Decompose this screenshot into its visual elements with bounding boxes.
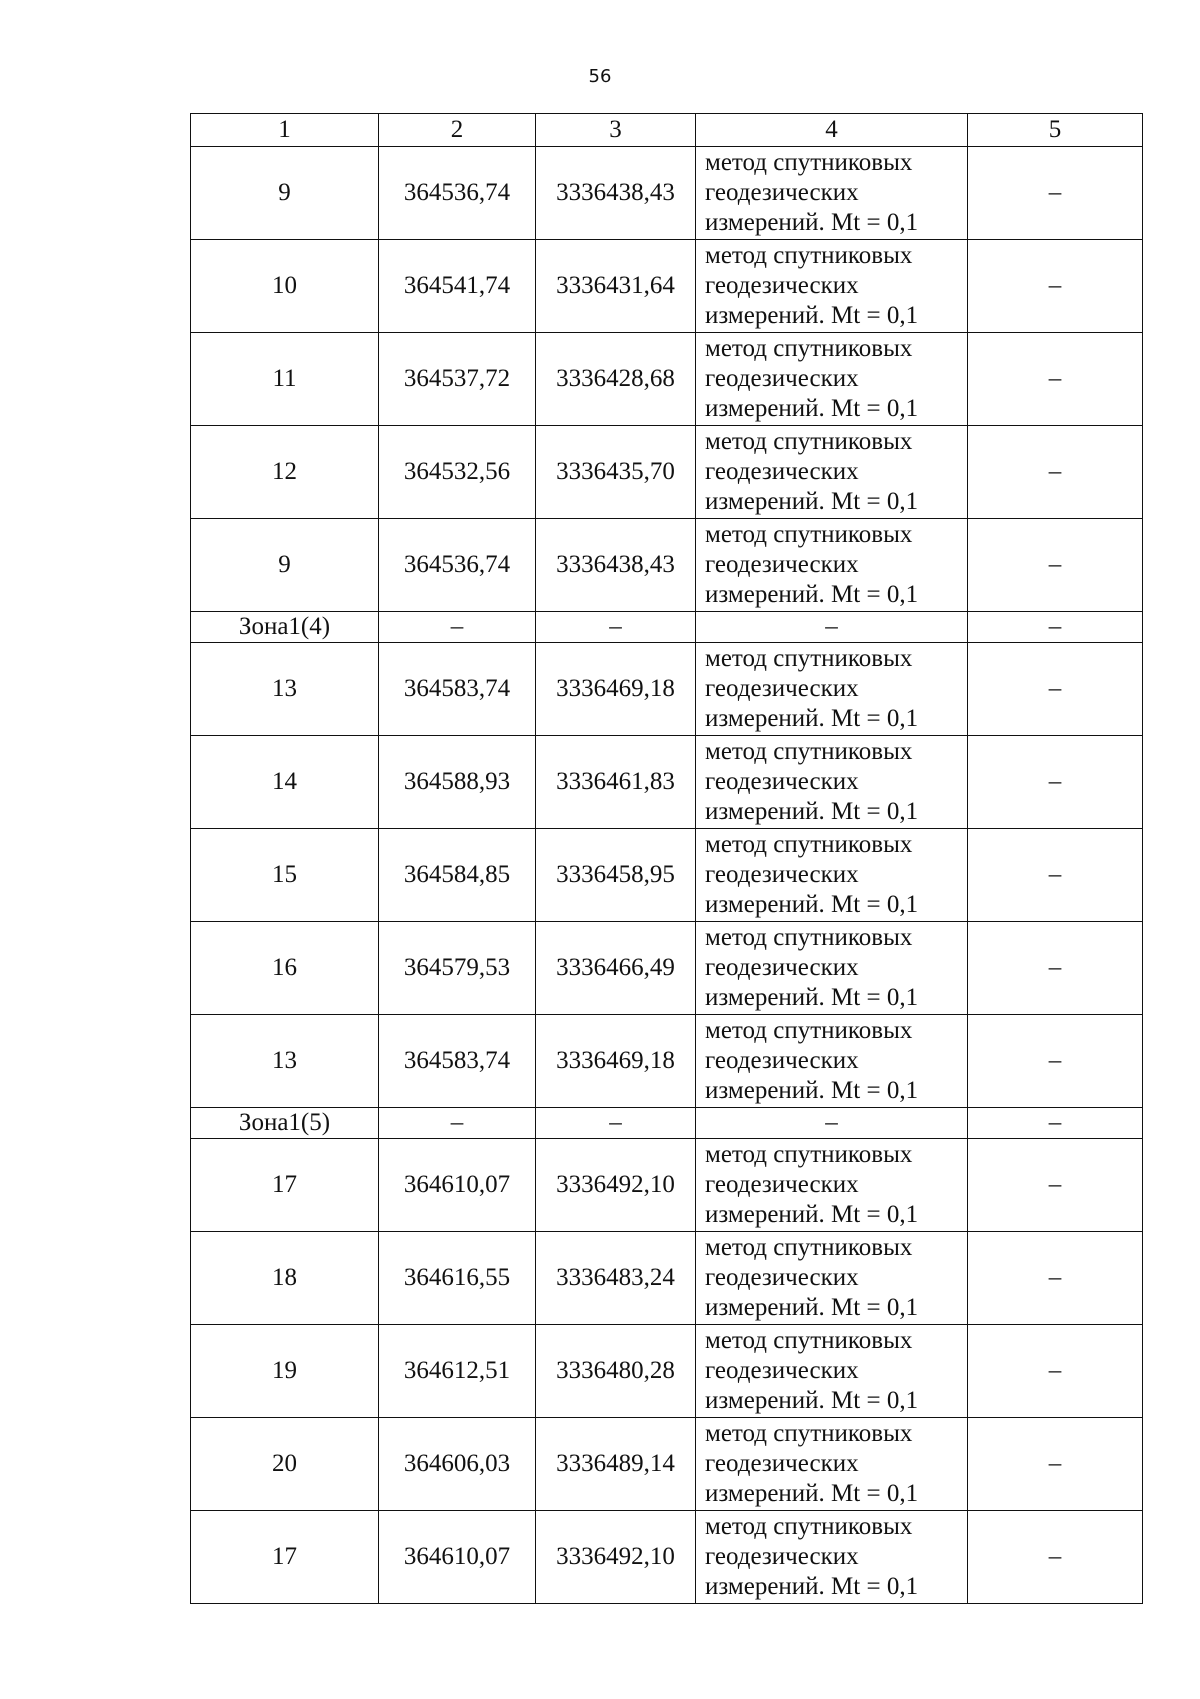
point-number-cell: 20	[191, 1418, 379, 1511]
point-number-cell: 18	[191, 1232, 379, 1325]
method-text-line: измерений. Mt = 0,1	[705, 798, 919, 825]
method-text-line: измерений. Mt = 0,1	[705, 581, 919, 608]
table-row	[191, 1418, 1143, 1511]
coordinate-y-cell: 3336466,49	[536, 922, 696, 1015]
coordinate-x-cell: 364610,07	[379, 1139, 536, 1232]
point-number-cell: 9	[191, 147, 379, 240]
precision-cell: –	[968, 426, 1143, 519]
coordinate-y-cell: 3336461,83	[536, 736, 696, 829]
method-cell	[696, 426, 968, 519]
method-cell	[696, 922, 968, 1015]
coordinate-y-cell: 3336431,64	[536, 240, 696, 333]
method-cell	[696, 1511, 968, 1604]
header-cell-3: 3	[536, 114, 696, 147]
header-cell-5: 5	[968, 114, 1143, 147]
precision-cell: –	[968, 333, 1143, 426]
method-text-line: геодезических	[705, 954, 859, 981]
method-cell	[696, 1418, 968, 1511]
method-text-line: геодезических	[705, 1047, 859, 1074]
method-text-line: измерений. Mt = 0,1	[705, 891, 919, 918]
coordinate-x-cell: 364616,55	[379, 1232, 536, 1325]
method-cell	[696, 240, 968, 333]
point-number-cell: 16	[191, 922, 379, 1015]
table-body	[191, 114, 1143, 1604]
method-text-line: измерений. Mt = 0,1	[705, 209, 919, 236]
coordinate-y-cell: –	[536, 612, 696, 643]
precision-cell: –	[968, 1511, 1143, 1604]
table-row	[191, 1015, 1143, 1108]
method-text-line: метод спутниковых	[705, 645, 913, 672]
method-text-line: геодезических	[705, 768, 859, 795]
coordinate-x-cell: 364536,74	[379, 519, 536, 612]
coordinate-x-cell: 364583,74	[379, 643, 536, 736]
table-row	[191, 736, 1143, 829]
precision-cell: –	[968, 1325, 1143, 1418]
method-text-line: измерений. Mt = 0,1	[705, 1201, 919, 1228]
method-text-line: метод спутниковых	[705, 242, 913, 269]
method-text-line: измерений. Mt = 0,1	[705, 395, 919, 422]
method-cell	[696, 519, 968, 612]
precision-cell: –	[968, 612, 1143, 643]
method-text-line: геодезических	[705, 179, 859, 206]
coordinate-x-cell: 364579,53	[379, 922, 536, 1015]
method-text-line: метод спутниковых	[705, 521, 913, 548]
method-cell: –	[696, 1108, 968, 1139]
method-text-line: метод спутниковых	[705, 738, 913, 765]
zone-row	[191, 1108, 1143, 1139]
precision-cell: –	[968, 1232, 1143, 1325]
coordinate-y-cell: –	[536, 1108, 696, 1139]
coordinate-x-cell: 364537,72	[379, 333, 536, 426]
coordinate-x-cell: –	[379, 612, 536, 643]
method-cell	[696, 147, 968, 240]
coordinate-y-cell: 3336469,18	[536, 1015, 696, 1108]
coordinate-y-cell: 3336480,28	[536, 1325, 696, 1418]
coordinate-y-cell: 3336435,70	[536, 426, 696, 519]
point-number-cell: 10	[191, 240, 379, 333]
coordinate-x-cell: –	[379, 1108, 536, 1139]
method-text-line: измерений. Mt = 0,1	[705, 1077, 919, 1104]
method-text-line: геодезических	[705, 458, 859, 485]
precision-cell: –	[968, 922, 1143, 1015]
point-number-cell: 14	[191, 736, 379, 829]
coordinate-x-cell: 364606,03	[379, 1418, 536, 1511]
method-text-line: метод спутниковых	[705, 1420, 913, 1447]
method-text-line: метод спутниковых	[705, 1513, 913, 1540]
precision-cell: –	[968, 147, 1143, 240]
method-cell	[696, 643, 968, 736]
table-row	[191, 1139, 1143, 1232]
method-text-line: метод спутниковых	[705, 1141, 913, 1168]
table-row	[191, 922, 1143, 1015]
coordinate-y-cell: 3336489,14	[536, 1418, 696, 1511]
precision-cell: –	[968, 1015, 1143, 1108]
method-text-line: метод спутниковых	[705, 1017, 913, 1044]
table-row	[191, 333, 1143, 426]
point-number-cell: 11	[191, 333, 379, 426]
method-text-line: геодезических	[705, 365, 859, 392]
method-text-line: геодезических	[705, 675, 859, 702]
coordinate-x-cell: 364536,74	[379, 147, 536, 240]
method-text-line: измерений. Mt = 0,1	[705, 302, 919, 329]
precision-cell: –	[968, 736, 1143, 829]
precision-cell: –	[968, 1108, 1143, 1139]
method-cell	[696, 829, 968, 922]
header-row	[191, 114, 1143, 147]
point-number-cell: 12	[191, 426, 379, 519]
method-cell	[696, 1232, 968, 1325]
precision-cell: –	[968, 643, 1143, 736]
method-text-line: геодезических	[705, 551, 859, 578]
precision-cell: –	[968, 829, 1143, 922]
method-text-line: метод спутниковых	[705, 831, 913, 858]
table-row	[191, 426, 1143, 519]
method-text-line: измерений. Mt = 0,1	[705, 1573, 919, 1600]
method-text-line: геодезических	[705, 272, 859, 299]
coordinate-y-cell: 3336483,24	[536, 1232, 696, 1325]
point-number-cell: 17	[191, 1511, 379, 1604]
method-text-line: геодезических	[705, 1357, 859, 1384]
coordinate-y-cell: 3336438,43	[536, 147, 696, 240]
coordinate-x-cell: 364583,74	[379, 1015, 536, 1108]
coordinate-y-cell: 3336469,18	[536, 643, 696, 736]
table-row	[191, 1325, 1143, 1418]
coordinate-y-cell: 3336438,43	[536, 519, 696, 612]
table-row	[191, 147, 1143, 240]
method-text-line: геодезических	[705, 861, 859, 888]
method-cell	[696, 1015, 968, 1108]
table-row	[191, 829, 1143, 922]
point-number-cell: 19	[191, 1325, 379, 1418]
method-text-line: измерений. Mt = 0,1	[705, 1480, 919, 1507]
table-row	[191, 240, 1143, 333]
coordinate-y-cell: 3336492,10	[536, 1511, 696, 1604]
precision-cell: –	[968, 240, 1143, 333]
header-cell-4: 4	[696, 114, 968, 147]
coordinate-y-cell: 3336492,10	[536, 1139, 696, 1232]
method-text-line: метод спутниковых	[705, 149, 913, 176]
method-text-line: геодезических	[705, 1264, 859, 1291]
point-number-cell: 17	[191, 1139, 379, 1232]
method-text-line: измерений. Mt = 0,1	[705, 1387, 919, 1414]
method-cell	[696, 333, 968, 426]
coordinate-x-cell: 364532,56	[379, 426, 536, 519]
point-number-cell: 9	[191, 519, 379, 612]
zone-label-cell: Зона1(4)	[191, 612, 379, 643]
method-text-line: измерений. Mt = 0,1	[705, 1294, 919, 1321]
method-cell	[696, 1325, 968, 1418]
coordinates-table	[190, 113, 1143, 1604]
coordinate-x-cell: 364612,51	[379, 1325, 536, 1418]
coordinate-y-cell: 3336458,95	[536, 829, 696, 922]
method-text-line: измерений. Mt = 0,1	[705, 488, 919, 515]
method-text-line: метод спутниковых	[705, 1234, 913, 1261]
precision-cell: –	[968, 1418, 1143, 1511]
coordinate-x-cell: 364610,07	[379, 1511, 536, 1604]
header-cell-1: 1	[191, 114, 379, 147]
method-text-line: измерений. Mt = 0,1	[705, 984, 919, 1011]
table-row	[191, 643, 1143, 736]
method-text-line: метод спутниковых	[705, 428, 913, 455]
method-cell	[696, 1139, 968, 1232]
coordinate-x-cell: 364588,93	[379, 736, 536, 829]
zone-label-cell: Зона1(5)	[191, 1108, 379, 1139]
method-text-line: геодезических	[705, 1450, 859, 1477]
table-row	[191, 1232, 1143, 1325]
point-number-cell: 13	[191, 643, 379, 736]
precision-cell: –	[968, 1139, 1143, 1232]
table-row	[191, 519, 1143, 612]
precision-cell: –	[968, 519, 1143, 612]
method-text-line: метод спутниковых	[705, 1327, 913, 1354]
method-cell	[696, 736, 968, 829]
method-cell: –	[696, 612, 968, 643]
method-text-line: метод спутниковых	[705, 335, 913, 362]
table-row	[191, 1511, 1143, 1604]
point-number-cell: 13	[191, 1015, 379, 1108]
page-number: 56	[588, 66, 612, 87]
method-text-line: геодезических	[705, 1543, 859, 1570]
method-text-line: метод спутниковых	[705, 924, 913, 951]
header-cell-2: 2	[379, 114, 536, 147]
method-text-line: измерений. Mt = 0,1	[705, 705, 919, 732]
zone-row	[191, 612, 1143, 643]
method-text-line: геодезических	[705, 1171, 859, 1198]
coordinate-x-cell: 364584,85	[379, 829, 536, 922]
coordinate-y-cell: 3336428,68	[536, 333, 696, 426]
coordinate-x-cell: 364541,74	[379, 240, 536, 333]
point-number-cell: 15	[191, 829, 379, 922]
